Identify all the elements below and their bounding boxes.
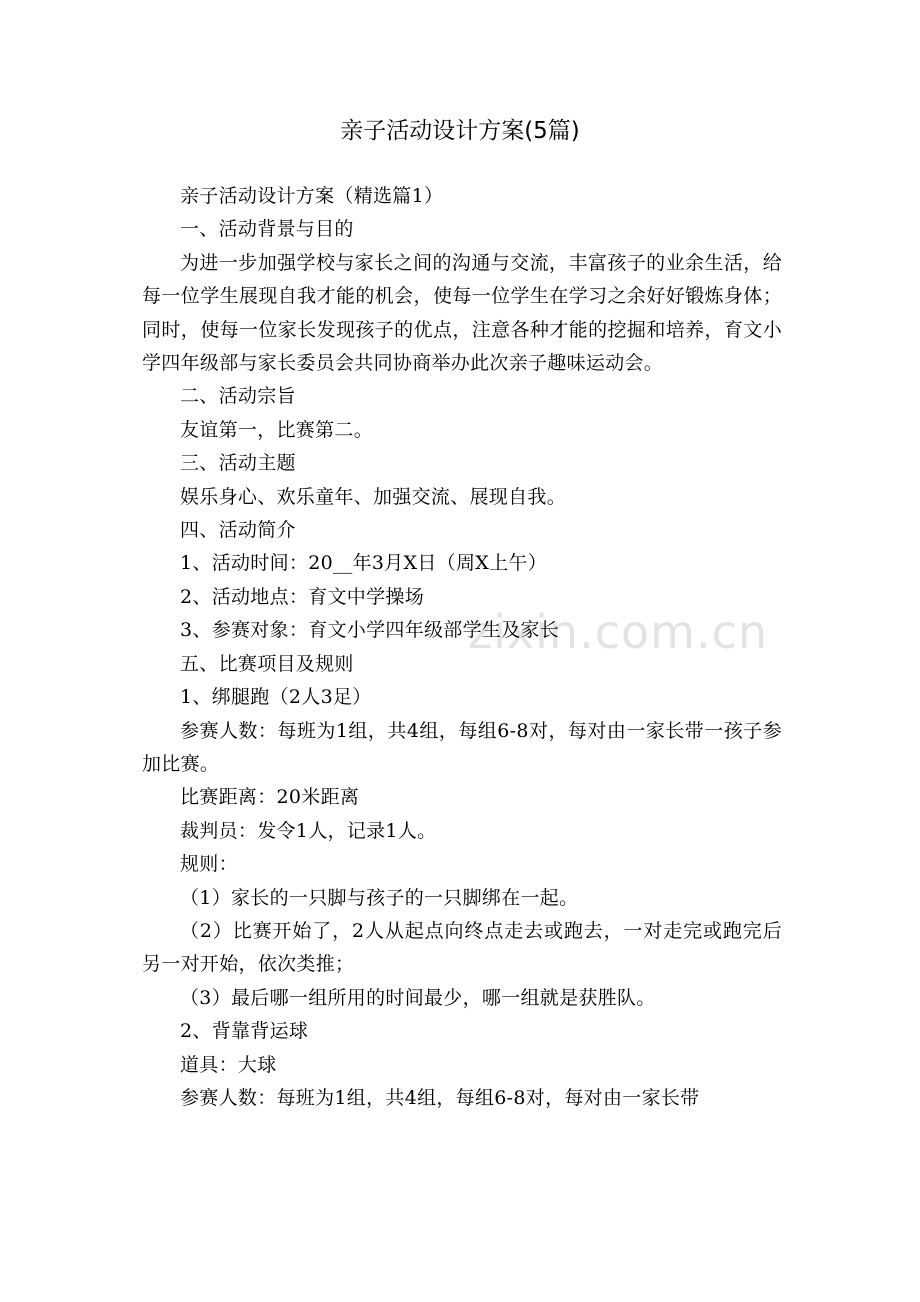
section-heading: 一、活动背景与目的	[180, 218, 354, 241]
body-paragraph: 1、活动时间：20__年3月X日（周X上午）	[180, 552, 548, 575]
subsection-heading: 2、背靠背运球	[180, 1020, 309, 1043]
section-heading: 亲子活动设计方案（精选篇1）	[180, 185, 444, 207]
rule-item: （3）最后哪一组所用的时间最少，哪一组就是获胜队。	[180, 986, 656, 1009]
body-paragraph: 参赛人数：每班为1组，共4组，每组6-8对，每对由一家长带一孩子参加比赛。	[142, 719, 782, 775]
body-paragraph: 规则：	[180, 853, 238, 876]
section-heading: 四、活动简介	[180, 519, 296, 542]
subsection-heading: 1、绑腿跑（2人3足）	[180, 686, 372, 709]
body-paragraph: 裁判员：发令1人，记录1人。	[180, 819, 437, 842]
document-body	[142, 180, 782, 1115]
body-paragraph: 为进一步加强学校与家长之间的沟通与交流，丰富孩子的业余生活，给每一位学生展现自我才能的机会，使每一位学生在学习之余好好锻炼身体；同时，使每一位家长发现孩子的优点，注意各种才能的挖掘和培养，育文小学四年级部与家长委员会共同协商举办此次亲子趣味运动会。	[142, 251, 782, 375]
section-heading: 三、活动主题	[180, 452, 296, 475]
body-paragraph: 参赛人数：每班为1组，共4组，每组6-8对，每对由一家长带	[180, 1086, 700, 1109]
rule-item: （2）比赛开始了，2人从起点向终点走去或跑去，一对走完或跑完后另一对开始，依次类推；	[142, 919, 782, 976]
rule-item: （1）家长的一只脚与孩子的一只脚绑在一起。	[180, 886, 579, 909]
body-paragraph: 娱乐身心、欢乐童年、加强交流、展现自我。	[180, 485, 567, 508]
body-paragraph: 3、参赛对象：育文小学四年级部学生及家长	[180, 619, 560, 642]
body-paragraph: 友谊第一，比赛第二。	[180, 418, 374, 441]
section-heading: 二、活动宗旨	[180, 385, 296, 408]
section-heading: 五、比赛项目及规则	[180, 652, 354, 675]
body-paragraph: 道具：大球	[180, 1053, 277, 1076]
watermark: zixin.com.cn	[468, 605, 769, 659]
body-paragraph: 2、活动地点：育文中学操场	[180, 585, 424, 608]
body-paragraph: 比赛距离：20米距离	[180, 786, 360, 809]
document-title: 亲子活动设计方案(5篇)	[340, 118, 580, 144]
